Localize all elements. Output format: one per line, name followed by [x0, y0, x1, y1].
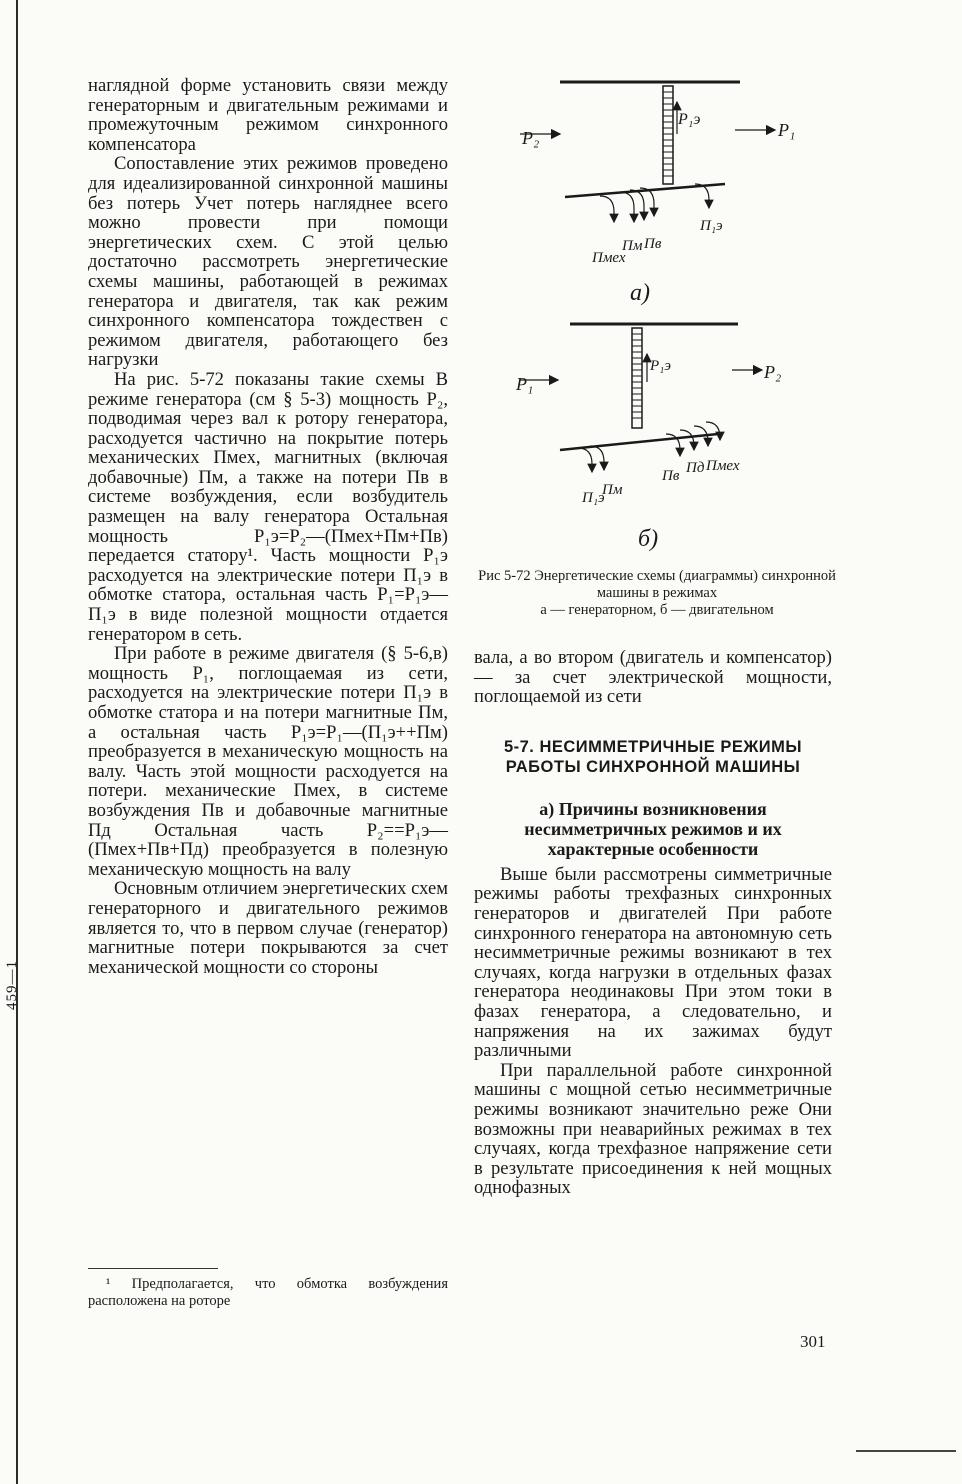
diagram-b-label: б) [638, 526, 659, 552]
margin-signature-mark: 459—1 [4, 960, 20, 1010]
label-pv: Пв [644, 236, 662, 252]
footnote-rule [88, 1268, 218, 1269]
figure-caption [476, 568, 838, 619]
label-p1e-loss: П₁э [700, 218, 723, 234]
diagram-a-generator [520, 82, 795, 306]
paragraph: При параллельной работе синхронной машины с мощной сетью несимметричные режимы возникают значительно реже Они возможны при неаварийных режимах в тех случаях, когда трехфазное напряжение сети в результате присоединения к ней мощных однофазных [474, 1059, 832, 1199]
paragraph: Основным отличием энергетических схем генераторного и двигательного режимов является то, что в первом случае (генератор) магнитные потери покрываются за счет механической мощности со стороны [88, 878, 448, 978]
page-edge-line [16, 0, 18, 1484]
label-p1e: P₁э [650, 358, 671, 374]
label-pmex: Пмех [592, 250, 626, 266]
caption-line: Рис 5-72 Энергетические схемы (диаграммы) синхронной машины в режимах [478, 568, 836, 601]
label-pm: Пм [602, 482, 623, 498]
paragraph: При работе в режиме двигателя (§ 5-6,в) мощность P₁, поглощаемая из сети, расходуется на электрические потери П₁э в обмотке статора и на потери магнитные Пм, а остальная часть P₁э=P₁—(П₁э++Пм) преобразуется в механическую мощность на валу. Часть этой мощности расходуется на потери. механические Пмех, в системе возбуждения Пв и добавочные магнитные Пд Остальная часть P₂==P₁э—(Пмех+Пв+Пд) преобразуется в полезную механическую мощность на валу [88, 643, 448, 880]
label-p2: P₂ [764, 362, 782, 382]
paragraph: Сопоставление этих режимов проведено для идеализированной синхронной машины без потерь Учет потерь нагляднее всего можно провести при помощи энергетических схем. С этой целью достаточно рассмотреть энергетические схемы машины, работающей в режимах генератора и двигателя, так как режим синхронного компенсатора тождествен с режимом двигателя, работающего без нагрузки [88, 153, 448, 371]
caption-line: а — генераторном, б — двигательном [540, 602, 774, 618]
shaft-hatched-bar [632, 328, 642, 428]
page-number: 301 [800, 1332, 826, 1351]
label-p1e: P₁э [678, 111, 701, 128]
subsection-title: а) Причины возникновения несимметричных режимов и их характерные особенности [524, 798, 782, 859]
paragraph: наглядной форме установить связи между генераторным и двигательным режимами и промежуточным режимом синхронного компенсатора [88, 75, 448, 155]
label-pmex: Пмех [706, 458, 740, 474]
bottom-bus-line [565, 184, 725, 197]
shaft-hatched-bar [663, 86, 673, 184]
left-text-column [88, 76, 448, 977]
label-pv: Пв [662, 468, 680, 484]
label-p1e-loss: П₁э [582, 490, 605, 506]
energy-diagram-figure [480, 72, 840, 562]
label-p1: P₁ [778, 120, 796, 140]
label-p2: P₂ [522, 128, 540, 148]
paragraph: На рис. 5-72 показаны такие схемы В режиме генератора (см § 5-3) мощность P₂, подводимая через вал к ротору генератора, расходуется частично на покрытие потерь механических Пмех, магнитных (включая добавочные) Пм, а также на потери Пв в системе возбуждения, если возбудитель размещен на валу генератора Остальная мощность P₁э=P₂—(Пмех+Пм+Пв) передается статору¹. Часть мощности P₁э расходуется на электрические потери П₁э в обмотке статора, остальная часть P₁=P₁э—П₁э в виде полезной мощности отдается генератором в сеть. [88, 368, 448, 645]
footnote: ¹ Предполагается, что обмотка возбуждения расположена на роторе [88, 1276, 448, 1309]
diagram-a-label: а) [630, 280, 650, 306]
paragraph: вала, а во втором (двигатель и компенсатор) — за счет электрической мощности, поглощаемой из сети [474, 647, 832, 708]
diagram-b-motor [515, 324, 781, 552]
bottom-edge-rule [856, 1450, 956, 1452]
paragraph: Выше были рассмотрены симметричные режимы работы трехфазных синхронных генераторов и двигателей При работе синхронного генератора на автономную сеть несимметричные режимы возникают в тех случаях, когда нагрузки в отдельных фазах генератора неодинаковы При этом токи в фазах генератора, а следовательно, и напряжения на их зажимах будут различными [474, 863, 832, 1062]
section-title: 5-7. НЕСИММЕТРИЧНЫЕ РЕЖИМЫ РАБОТЫ СИНХРОННОЙ МАШИНЫ [503, 737, 803, 776]
label-pd: Пд [686, 460, 705, 476]
label-p1: P₁ [516, 374, 534, 394]
label-pm: Пм [622, 238, 643, 254]
right-text-column [474, 648, 832, 1198]
